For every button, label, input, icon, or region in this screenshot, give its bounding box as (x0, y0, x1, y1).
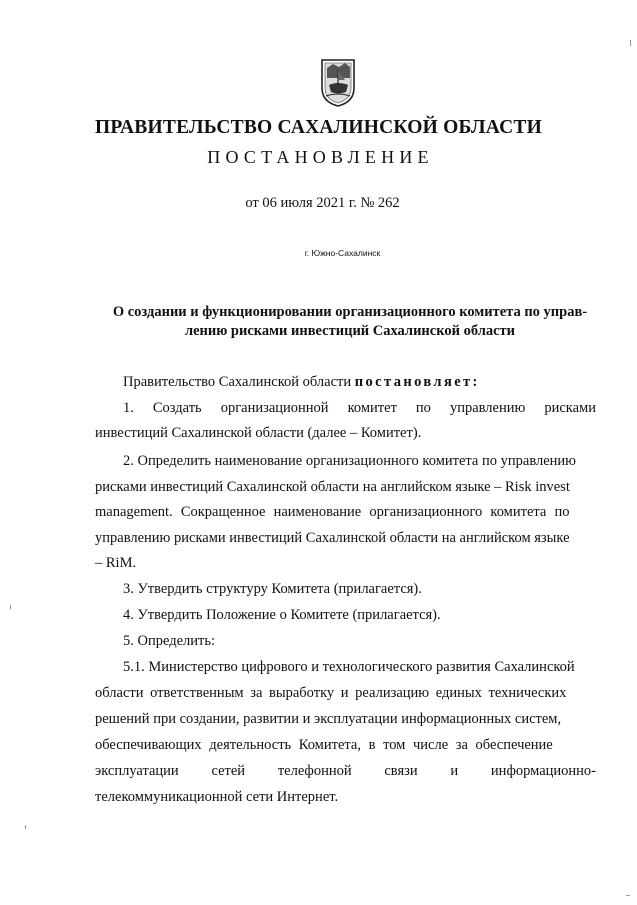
paragraph-5-1-line: области ответственным за выработку и реализацию единых технических (95, 685, 567, 701)
word: управлению (449, 400, 526, 416)
word: информационно- (490, 763, 596, 779)
paragraph-2-line: управлению рисками инвестиций Сахалинской области на английском языке (95, 530, 570, 546)
government-name: ПРАВИТЕЛЬСТВО САХАЛИНСКОЙ ОБЛАСТИ (95, 117, 542, 138)
word: рисками (544, 400, 596, 416)
document-title (100, 303, 600, 341)
paragraph-2-line: – RiM. (95, 555, 137, 571)
scan-artifact (10, 605, 11, 609)
word: сетей (211, 763, 246, 779)
decree-date-number: от 06 июля 2021 г. № 262 (245, 195, 400, 211)
paragraph-2-line: management. Сокращенное наименование организационного комитета по (95, 504, 570, 520)
paragraph-5-1-line (95, 762, 596, 780)
title-line: лению рисками инвестиций Сахалинской области (184, 323, 516, 339)
preamble-text: Правительство Сахалинской области (123, 374, 352, 390)
title-line: О создании и функционировании организационного комитета по управ- (112, 304, 588, 320)
preamble-emphasis: постановляет: (354, 374, 480, 390)
word: организационной (220, 400, 329, 416)
word: связи (384, 763, 418, 779)
paragraph-3: 3. Утвердить структуру Комитета (прилагается). (123, 581, 422, 597)
coat-of-arms-emblem (319, 58, 357, 108)
word: Создать (152, 400, 202, 416)
paragraph-5-1-line: телекоммуникационной сети Интернет. (95, 789, 339, 805)
paragraph-5-1-line: обеспечивающих деятельность Комитета, в том числе за обеспечение (95, 737, 553, 753)
city: г. Южно-Сахалинск (304, 248, 381, 258)
scan-artifact (25, 825, 26, 829)
paragraph-5-1-line: решений при создании, развитии и эксплуатации информационных систем, (95, 711, 562, 727)
document-type: ПОСТАНОВЛЕНИЕ (207, 147, 434, 167)
paragraph-2-line: рисками инвестиций Сахалинской области на английском языке – Risk invest (95, 479, 570, 495)
paragraph-5-1-line: 5.1. Министерство цифрового и технологического развития Сахалинской (123, 659, 575, 675)
word: 1. (123, 400, 134, 416)
word: по (415, 400, 431, 416)
scan-artifact (626, 895, 630, 896)
paragraph-1-line: инвестиций Сахалинской области (далее – Комитет). (95, 425, 422, 441)
paragraph-4: 4. Утвердить Положение о Комитете (прилагается). (123, 607, 441, 623)
paragraph-5: 5. Определить: (123, 633, 216, 649)
paragraph-2-line: 2. Определить наименование организационного комитета по управлению (123, 453, 576, 469)
word: и (450, 763, 459, 779)
word: комитет (347, 400, 397, 416)
paragraph-1-line (123, 399, 596, 417)
preamble (123, 373, 480, 391)
scan-artifact (630, 40, 631, 46)
word: телефонной (277, 763, 352, 779)
word: эксплуатации (95, 763, 179, 779)
